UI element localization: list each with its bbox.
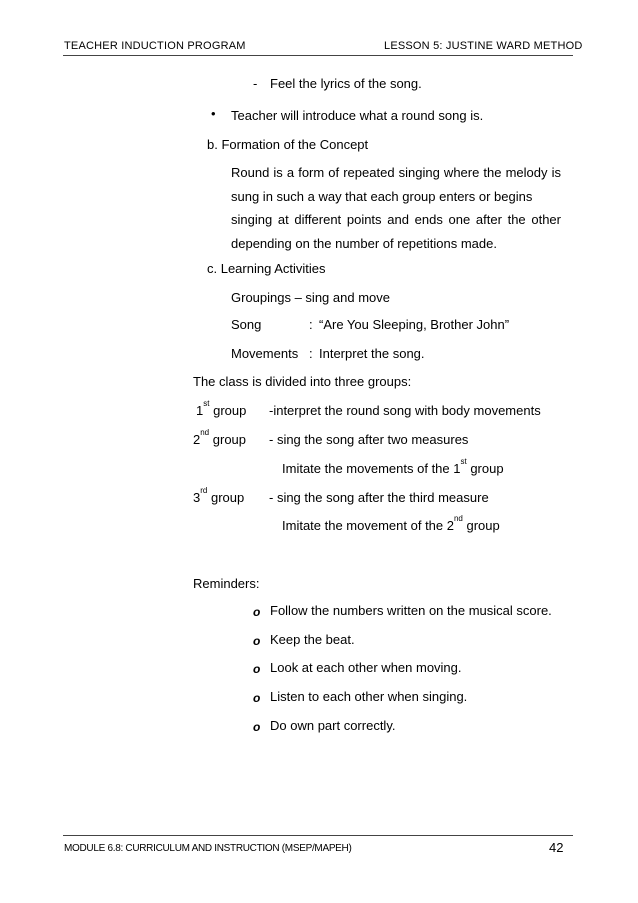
reminders-title: Reminders: <box>193 576 260 591</box>
song-label: Song <box>231 317 262 332</box>
dash-item-text: Feel the lyrics of the song. <box>270 76 422 91</box>
reminder-item: Listen to each other when singing. <box>270 689 468 704</box>
section-b-heading: b. Formation of the Concept <box>207 137 369 152</box>
movements-label: Movements <box>231 346 299 361</box>
group-3-label: 3rd group <box>193 486 245 505</box>
concept-line: sung in such a way that each group enters or begins <box>231 188 533 204</box>
concept-line: depending on the number of repetitions made. <box>231 235 497 251</box>
reminder-marker: o <box>253 662 261 676</box>
reminder-marker: o <box>253 691 261 705</box>
bullet-item-text: Teacher will introduce what a round song is. <box>231 108 484 123</box>
movements-colon: : <box>309 346 313 361</box>
reminder-item: Look at each other when moving. <box>270 660 462 675</box>
group-1-desc: -interpret the round song with body movements <box>269 403 541 418</box>
page-number: 42 <box>549 840 564 855</box>
reminder-item: Keep the beat. <box>270 632 355 647</box>
header-right: LESSON 5: JUSTINE WARD METHOD <box>384 40 583 52</box>
bullet-marker: • <box>211 106 216 121</box>
footer-rule <box>63 835 573 836</box>
reminder-item: Do own part correctly. <box>270 718 396 733</box>
group-2-label: 2nd group <box>193 428 247 447</box>
section-c-heading: c. Learning Activities <box>207 261 326 276</box>
reminder-marker: o <box>253 605 261 619</box>
reminder-marker: o <box>253 720 261 734</box>
reminder-marker: o <box>253 634 261 648</box>
group-3-sub: Imitate the movement of the 2nd group <box>282 514 500 533</box>
song-value: “Are You Sleeping, Brother John” <box>319 317 510 332</box>
footer-left: MODULE 6.8: CURRICULUM AND INSTRUCTION (MSEP/MAPEH) <box>64 843 352 854</box>
header-left: TEACHER INDUCTION PROGRAM <box>64 40 246 52</box>
group-1-label: 1st group <box>196 399 247 418</box>
concept-line: singing at different points and ends one after the other <box>231 212 561 227</box>
movements-value: Interpret the song. <box>319 346 425 361</box>
song-colon: : <box>309 317 313 332</box>
group-3-desc: - sing the song after the third measure <box>269 490 489 505</box>
groupings-text: Groupings – sing and move <box>231 290 390 305</box>
reminder-item: Follow the numbers written on the musical score. <box>270 603 552 618</box>
concept-paragraph <box>231 161 561 255</box>
header-rule <box>63 55 573 56</box>
dash-marker: - <box>253 76 258 91</box>
class-intro: The class is divided into three groups: <box>193 374 412 389</box>
concept-line: Round is a form of repeated singing where the melody is <box>231 165 561 180</box>
group-2-desc: - sing the song after two measures <box>269 432 469 447</box>
group-2-sub: Imitate the movements of the 1st group <box>282 457 504 476</box>
